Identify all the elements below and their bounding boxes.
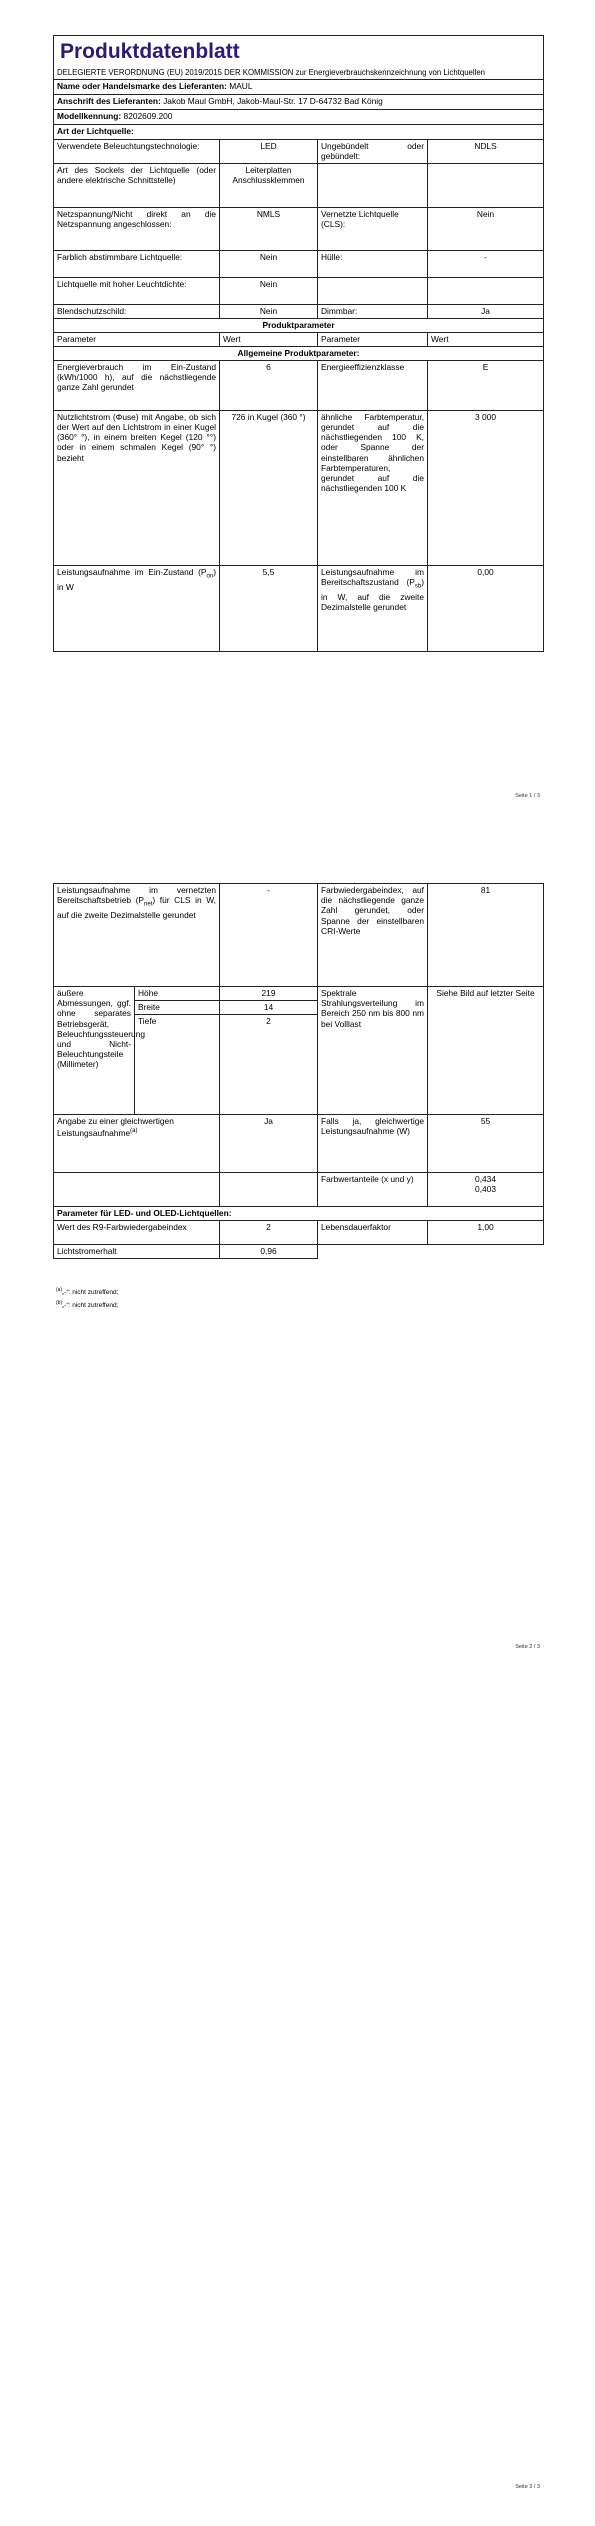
antiglare-label: Blendschutzschild:: [54, 304, 220, 318]
energy-value: 6: [220, 360, 318, 410]
standby-power-label: Leistungsaufnahme im Bereitschaftszustand $(P_{sb})$ in W, auf die zweite Dezimalstelle gerundet: [318, 565, 428, 651]
unbundled-value: NDLS: [428, 139, 544, 163]
product-params-header: Produktparameter: [54, 318, 544, 332]
dimmable-value: Ja: [428, 304, 544, 318]
chromaticity-label: Farbwertanteile (x und y): [318, 1173, 428, 1207]
page-number: Seite 2 / 3: [515, 1644, 540, 1650]
r9-label: Wert des R9-Farbwiedergabeindex: [54, 1221, 220, 1245]
high-luminance-label: Lichtquelle mit hoher Leuchtdichte:: [54, 277, 220, 304]
efficiency-class-label: Energieeffizienzklasse: [318, 360, 428, 410]
depth-label: Tiefe: [135, 1015, 220, 1115]
col-value-1: Wert: [220, 332, 318, 346]
net-standby-label: Leistungsaufnahme im vernetzten Bereitschaftsbetrieb $(P_{net})$ für CLS in W, auf die zweite Dezimalstelle gerundet: [54, 884, 220, 987]
energy-label: Energieverbrauch im Ein-Zustand (kWh/1000 h), auf die nächstliegende ganze Zahl gerundet: [54, 360, 220, 410]
model-row: [54, 109, 544, 124]
supplier-address-row: [54, 94, 544, 109]
supplier-address-label: Anschrift des Lieferanten:: [57, 95, 161, 106]
lumen-maintenance-value: 0,96: [220, 1245, 318, 1259]
led-params-header: Parameter für LED- und OLED-Lichtquellen:: [54, 1207, 544, 1221]
color-tunable-value: Nein: [220, 250, 318, 277]
on-power-label: Leistungsaufnahme im Ein-Zustand $(P_{on})$ in W: [54, 565, 220, 651]
spectral-value: Siehe Bild auf letzter Seite: [428, 987, 544, 1115]
page-3: [0, 1690, 595, 2526]
model-value: 8202609.200: [123, 110, 173, 121]
dimensions-label: äußere Abmessungen, ggf. ohne separates Betriebsgerät, Beleuchtungssteuerung und Nicht-Beleuchtungsteile (Millimeter): [54, 987, 135, 1115]
height-label: Höhe: [135, 987, 220, 1001]
efficiency-class-value: E: [428, 360, 544, 410]
equivalent-power-label: Falls ja, gleichwertige Leistungsaufnahme (W): [318, 1115, 428, 1173]
page-2: [0, 860, 595, 1690]
flux-value: 726 in Kugel (360 °): [220, 410, 318, 565]
col-param-2: Parameter: [318, 332, 428, 346]
cls-label: Vernetzte Lichtquelle (CLS):: [318, 207, 428, 250]
cct-label: ähnliche Farbtemperatur, gerundet auf die nächstliegenden 100 K, oder Spanne der einstellbaren ähnlichen Farbtemperaturen, gerundet auf die nächstliegenden 100 K: [318, 410, 428, 565]
chromaticity-value: [428, 1173, 544, 1207]
mains-value: NMLS: [220, 207, 318, 250]
datasheet-table-page-1: [53, 35, 544, 652]
supplier-address-value: Jakob Maul GmbH, Jakob-Maul-Str. 17 D-64732 Bad König: [163, 95, 383, 106]
spectral-label: Spektrale Strahlungsverteilung im Bereich 250 nm bis 800 nm bei Volllast: [318, 987, 428, 1115]
page-title: Produktdatenblatt: [60, 40, 240, 63]
on-power-value: 5,5: [220, 565, 318, 651]
flux-label: Nutzlichtstrom (Φuse) mit Angabe, ob sich der Wert auf den Lichtstrom in einer Kugel (360° °), in einem breiten Kegel (120 °°) oder in einem schmalen Kegel (90° °) bezieht: [54, 410, 220, 565]
height-value: 219: [220, 987, 318, 1001]
model-label: Modellkennung:: [57, 110, 122, 121]
page-number: Seite 1 / 3: [515, 793, 540, 799]
unbundled-label: Ungebündelt oder gebündelt:: [318, 139, 428, 163]
survival-factor-label: Lebensdauerfaktor: [318, 1221, 428, 1245]
r9-value: 2: [220, 1221, 318, 1245]
color-tunable-label: Farblich abstimmbare Lichtquelle:: [54, 250, 220, 277]
datasheet-table-page-2: [53, 883, 544, 1259]
socket-value: Leiterplatten Anschlussklemmen: [220, 163, 318, 207]
tech-value: LED: [220, 139, 318, 163]
dimmable-label: Dimmbar:: [318, 304, 428, 318]
mains-label: Netzspannung/Nicht direkt an die Netzspannung angeschlossen:: [54, 207, 220, 250]
envelope-value: -: [428, 250, 544, 277]
lumen-maintenance-label: Lichtstromerhalt: [54, 1245, 220, 1259]
cri-label: Farbwiedergabeindex, auf die nächstliegende ganze Zahl gerundet, oder Spanne der einstellbaren CRI-Werte: [318, 884, 428, 987]
equivalent-power-claim-value: Ja: [220, 1115, 318, 1173]
page-number: Seite 3 / 3: [515, 2484, 540, 2490]
width-value: 14: [220, 1001, 318, 1015]
equivalent-power-value: 55: [428, 1115, 544, 1173]
equivalent-power-claim-label: Angabe zu einer gleichwertigen Leistungsaufnahme$^{(a)}$: [54, 1115, 220, 1173]
cls-value: Nein: [428, 207, 544, 250]
cct-value: 3 000: [428, 410, 544, 565]
width-label: Breite: [135, 1001, 220, 1015]
cri-value: 81: [428, 884, 544, 987]
supplier-name-label: Name oder Handelsmarke des Lieferanten:: [57, 80, 227, 91]
regulation-text: DELEGIERTE VERORDNUNG (EU) 2019/2015 DER KOMMISSION zur Energieverbrauchskennzeichnung von Lichtquellen: [57, 68, 486, 77]
standby-power-value: 0,00: [428, 565, 544, 651]
page-1: [0, 0, 595, 860]
net-standby-value: -: [220, 884, 318, 987]
chromaticity-x: 0,434: [475, 1174, 496, 1184]
header-cell: [54, 36, 544, 80]
supplier-name-row: [54, 79, 544, 94]
antiglare-value: Nein: [220, 304, 318, 318]
light-type-label: Art der Lichtquelle:: [54, 124, 544, 139]
high-luminance-value: Nein: [220, 277, 318, 304]
footnote-b: $^{(b)}$„-“: nicht zutreffend;: [56, 1300, 119, 1310]
survival-factor-value: 1,00: [428, 1221, 544, 1245]
depth-value: 2: [220, 1015, 318, 1115]
col-value-2: Wert: [428, 332, 544, 346]
chromaticity-y: 0,403: [475, 1184, 496, 1195]
envelope-label: Hülle:: [318, 250, 428, 277]
general-params-header: Allgemeine Produktparameter:: [54, 346, 544, 360]
footnote-a: $^{(a)}$„-“: nicht zutreffend;: [56, 1287, 119, 1297]
tech-label: Verwendete Beleuchtungstechnologie:: [54, 139, 220, 163]
supplier-name-value: MAUL: [229, 80, 253, 91]
col-param-1: Parameter: [54, 332, 220, 346]
socket-label: Art des Sockels der Lichtquelle (oder andere elektrische Schnittstelle): [54, 163, 220, 207]
